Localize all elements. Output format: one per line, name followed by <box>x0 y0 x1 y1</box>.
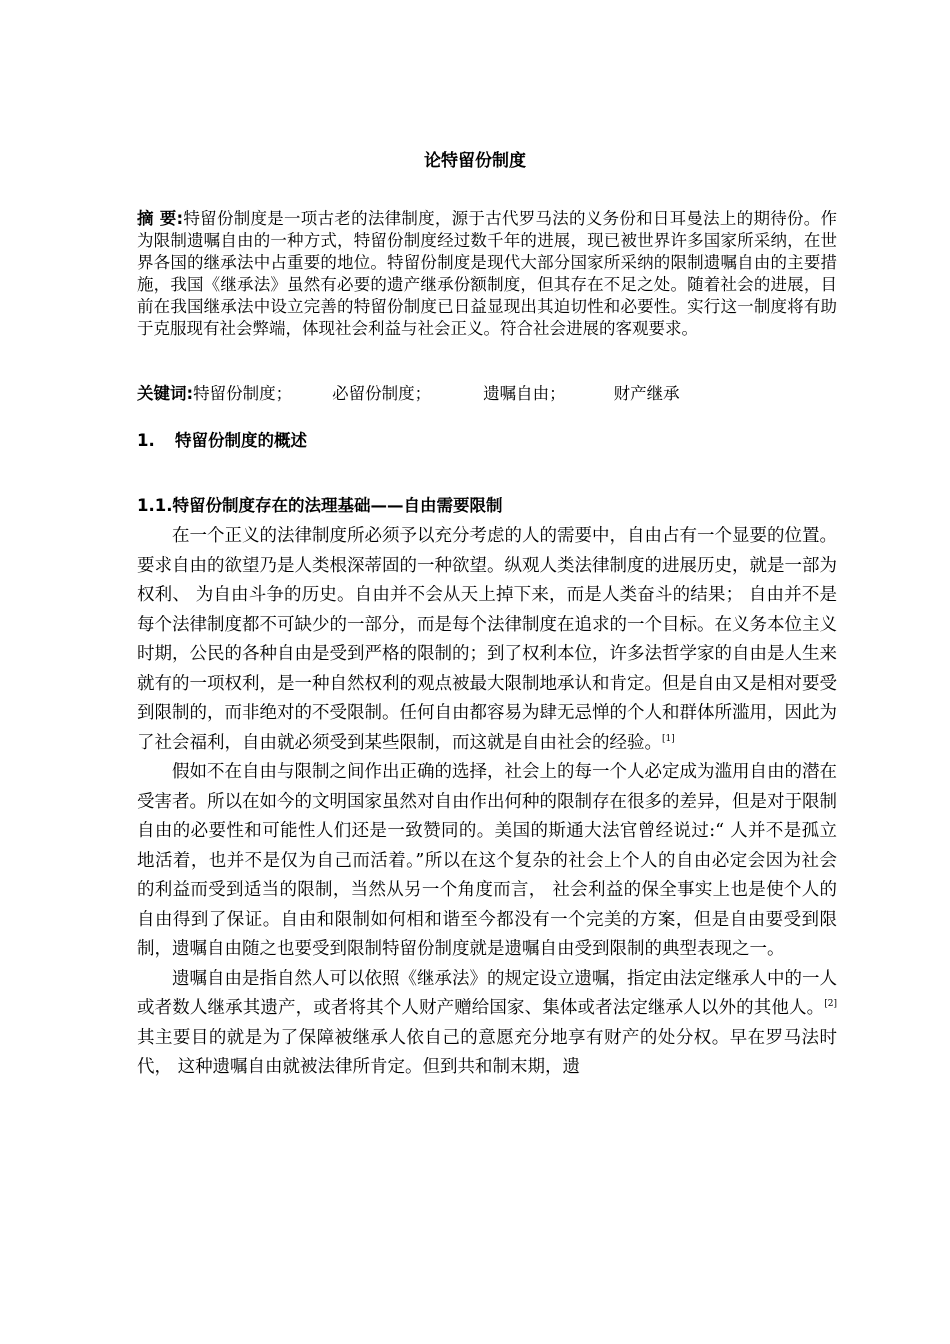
section-title: 特留份制度的概述 <box>175 431 307 450</box>
document-title: 论特留份制度 <box>424 151 526 171</box>
section-number: 1. <box>137 431 155 450</box>
keyword: 财产继承 <box>613 384 680 403</box>
keyword: 遗嘱自由； <box>483 384 566 403</box>
abstract-label: 摘 要: <box>137 209 184 228</box>
keywords-label: 关键词: <box>137 384 194 403</box>
keyword: 必留份制度； <box>332 384 432 403</box>
paragraph-text: 在一个正义的法律制度所必须予以充分考虑的人的需要中，自由占有一个显要的位置。要求自由的欲望乃是人类根深蒂固的一种欲望。纵观人类法律制度的进展历史，就是一部为权利、 为自由斗争的历史。自由并不会从天上掉下来，而是人类奋斗的结果； 自由并不是每个法律制度都不可缺少的一部分，而是每个法律制度在追求的一个目标。在义务本位主义时期，公民的各种自由是受到严格的限制的；到了权利本位，许多法哲学家的自由是人生来就有的一项权利，是一种自然权利的观点被最大限制地承认和肯定。但是自由又是相对要受到限制的，而非绝对的不受限制。任何自由都容易为肆无忌惮的个人和群体所滥用，因此为了社会福利，自由就必须受到某些限制，而这就是自由社会的经验。 <box>137 526 837 753</box>
abstract-text: 特留份制度是一项古老的法律制度，源于古代罗马法的义务份和日耳曼法上的期待份。作为限制遗嘱自由的一种方式，特留份制度经过数千年的进展，现已被世界许多国家所采纳，在世界各国的继承法中占重要的地位。特留份制度是现代大部分国家所采纳的限制遗嘱自由的主要措施，我国《继承法》虽然有必要的遗产继承份额制度，但其存在不足之处。随着社会的进展，目前在我国继承法中设立完善的特留份制度已日益显现出其迫切性和必要性。实行这一制度将有助于克服现有社会弊端，体现社会利益与社会正义。符合社会进展的客观要求。 <box>137 209 837 338</box>
section-heading <box>137 427 307 451</box>
keyword: 特留份制度； <box>193 384 293 403</box>
body-text <box>137 522 837 1083</box>
paragraph-text: 假如不在自由与限制之间作出正确的选择，社会上的每一个人必定成为滥用自由的潜在受害者。所以在如今的文明国家虽然对自由作出何种的限制存在很多的差异，但是对于限制自由的必要性和可能性人们还是一致赞同的。美国的斯通大法官曾经说过:“ 人并不是孤立地活着，也并不是仅为自己而活着。”所以在这个复杂的社会上个人的自由必定会因为社会的利益而受到适当的限制，当然从另一个角度而言， 社会利益的保全事实上也是使个人的自由得到了保证。自由和限制如何相和谐至今都没有一个完美的方案，但是自由要受到限制，遗嘱自由随之也要受到限制特留份制度就是遗嘱自由受到限制的典型表现之一。 <box>137 762 837 959</box>
paragraph-text: 遗嘱自由是指自然人可以依照《继承法》的规定设立遗嘱，指定由法定继承人中的一人或者数人继承其遗产，或者将其个人财产赠给国家、集体或者法定继承人以外的其他人。 <box>137 968 837 1018</box>
footnote-ref: [2] <box>824 999 837 1009</box>
paragraph <box>137 965 837 1083</box>
footnote-ref: [1] <box>662 733 675 744</box>
paragraph <box>137 758 837 965</box>
subsection-heading: 1.1.特留份制度存在的法理基础——自由需要限制 <box>137 496 503 515</box>
abstract <box>137 208 837 340</box>
paragraph <box>137 522 837 758</box>
keywords <box>137 382 857 406</box>
paragraph-text: 其主要目的就是为了保障被继承人依自己的意愿充分地享有财产的处分权。早在罗马法时代， 这种遗嘱自由就被法律所肯定。但到共和制末期，遗 <box>137 1027 837 1077</box>
